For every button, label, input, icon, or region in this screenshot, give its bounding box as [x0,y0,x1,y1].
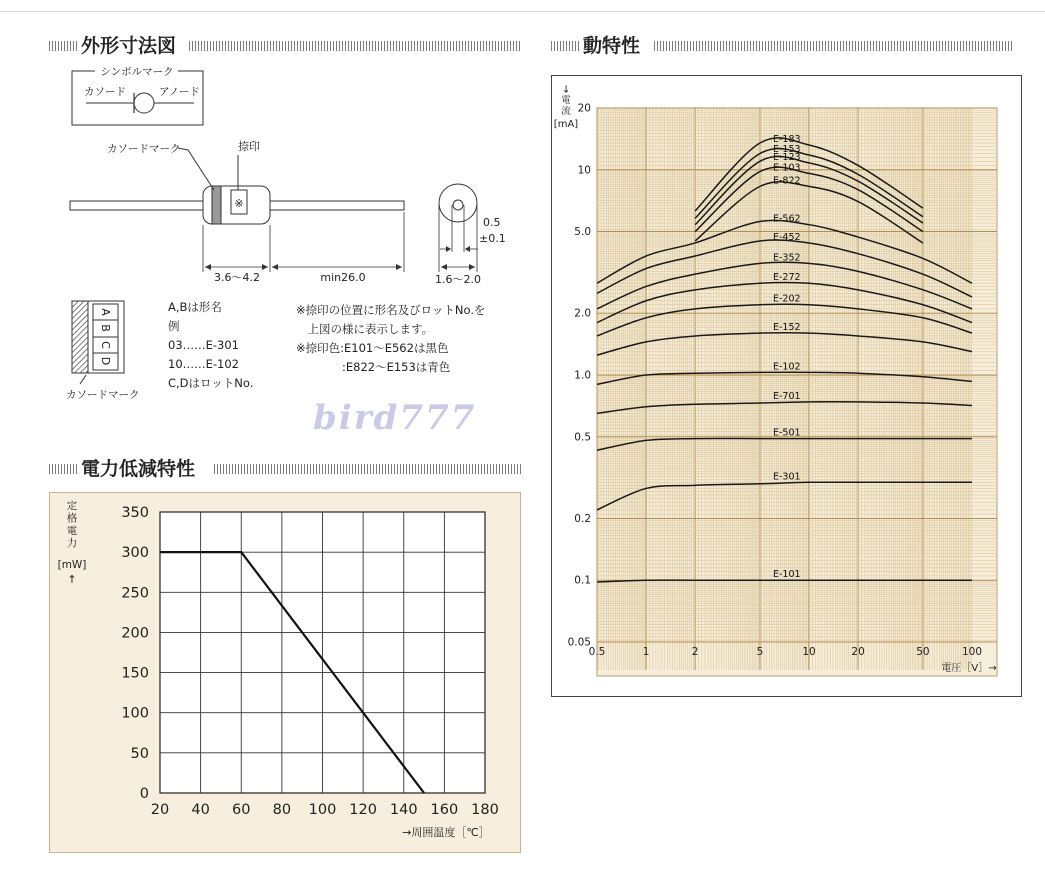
derating-ytick: 200 [121,625,149,642]
derating-ytick: 50 [130,745,149,762]
dynamic-series-label: E-102 [773,361,801,373]
cathode-mark-label: カソードマーク [107,143,181,155]
dynamic-series-label: E-152 [773,322,801,334]
section-title-dynamic: 動特性 [583,35,641,57]
derating-xtick: 20 [150,802,170,818]
dynamic-series-label: E-352 [773,252,801,264]
derating-xtick: 40 [191,802,210,818]
notes-right [296,301,486,377]
dynamic-series-label: E-501 [773,427,801,439]
dynamic-series-label: E-562 [773,213,801,225]
symbol-box-title: シンボルマーク [100,66,174,78]
dynamic-chart [551,75,1022,698]
derating-ytick: 300 [121,545,149,562]
dynamic-ytick: 2.0 [574,307,591,320]
dynamic-xtick: 2 [691,646,699,658]
dynamic-ytick: 0.5 [574,431,591,444]
derating-xtick: 120 [349,802,377,818]
dynamic-ytick: 0.1 [574,574,591,587]
derating-ylabel-char: 格 [66,512,78,525]
band-letter: A [99,308,112,316]
dynamic-xtick: 100 [961,646,983,658]
dynamic-xtick: 20 [851,646,865,658]
derating-ytick: 100 [121,705,149,722]
dynamic-series-label: E-202 [773,293,801,305]
marking-symbol: ※ [234,197,244,210]
dynamic-ytick: 0.05 [567,636,591,649]
derating-ylabel-char: 力 [66,537,78,550]
end-view [435,184,506,286]
dynamic-ytick: 10 [577,164,591,177]
dim-lead-dia-2: ±0.1 [479,232,506,245]
watermark: bird777 [313,398,477,438]
notes-left [168,298,253,393]
diode-symbol-icon [134,93,154,113]
band-letter: D [99,356,112,366]
side-view [70,139,404,284]
dim-lead-dia-1: 0.5 [483,216,501,229]
dynamic-ytick: 5.0 [574,226,591,239]
dynamic-ytick: 20 [577,102,591,115]
derating-ytick: 350 [121,505,149,521]
dynamic-ylabel-char: 電 [561,95,571,106]
cathode-mark-bottom-label: カソードマーク [66,389,140,401]
section-header-dynamic [551,35,1013,57]
derating-chart [49,492,521,853]
dynamic-series-label: E-153 [773,144,801,156]
derating-yunit: [mW] [57,559,87,571]
derating-yarrow: ↑ [67,573,77,586]
section-title-derating: 電力低減特性 [81,458,196,480]
dynamic-xtick: 10 [802,646,816,658]
dim-body-dia: 1.6～2.0 [435,273,481,286]
derating-ytick: 0 [139,786,149,802]
derating-ylabel-char: 電 [66,525,78,537]
section-header-derating [49,458,521,480]
dynamic-ytick: 1.0 [574,369,591,382]
band-letter: B [99,324,112,332]
dynamic-series-label: E-452 [773,231,801,243]
derating-xtick: 140 [389,802,418,818]
derating-ylabel-char: 定 [66,500,78,512]
note-right-line: ※捺印色:E101～E562は黒色 [296,341,449,355]
note-left-line: 03……E-301 [168,338,239,352]
section-title-dimensions: 外形寸法図 [81,35,177,57]
symbol-anode-label: アノード [159,86,200,98]
derating-xtick: 60 [232,802,251,818]
derating-xtick: 180 [471,802,499,818]
marking-label: 捺印 [238,140,260,153]
dynamic-series-label: E-272 [773,272,801,284]
symbol-cathode-label: カソード [84,86,126,98]
note-right-line: ※捺印の位置に形名及びロットNo.を [296,303,486,317]
derating-xtick: 160 [430,802,459,818]
band-letter: C [99,341,112,349]
dynamic-ytick: 0.2 [574,512,591,525]
note-left-line: C,DはロットNo. [168,376,254,390]
dynamic-series-label: E-123 [773,151,801,163]
derating-xtick: 100 [308,802,337,818]
dynamic-xtick: 50 [916,646,930,658]
dynamic-xtick: 1 [642,646,650,658]
dynamic-xlabel: 電圧［V］→ [941,663,997,674]
dynamic-series-label: E-183 [773,134,801,146]
dynamic-series-label: E-101 [773,569,801,581]
note-left-line: 例 [168,319,180,333]
symbol-box [72,66,203,125]
dim-lead-length: min26.0 [320,271,366,284]
derating-ytick: 150 [121,665,149,682]
note-left-line: 10……E-102 [168,357,239,371]
dynamic-yunit: [mA] [553,119,579,130]
dynamic-ylabel-char: 流 [561,106,571,117]
note-right-line: 上図の様に表示します。 [296,322,434,336]
dynamic-series-label: E-701 [773,390,801,402]
note-left-line: A,Bは形名 [168,300,222,314]
dynamic-series-label: E-301 [773,471,801,483]
dynamic-series-label: E-103 [773,162,801,174]
dynamic-series-label: E-822 [773,175,801,187]
note-right-line: :E822～E153は青色 [296,360,451,374]
derating-ytick: 250 [121,585,149,602]
derating-xlabel: →周囲温度［℃］ [402,826,490,839]
dynamic-xtick: 5 [756,646,764,658]
derating-xtick: 80 [272,802,292,818]
dim-body-length: 3.6～4.2 [214,271,260,284]
dynamic-xtick: 0.5 [588,646,606,658]
band-marking-diagram [66,301,140,401]
dynamic-yarrow: → [560,84,571,94]
